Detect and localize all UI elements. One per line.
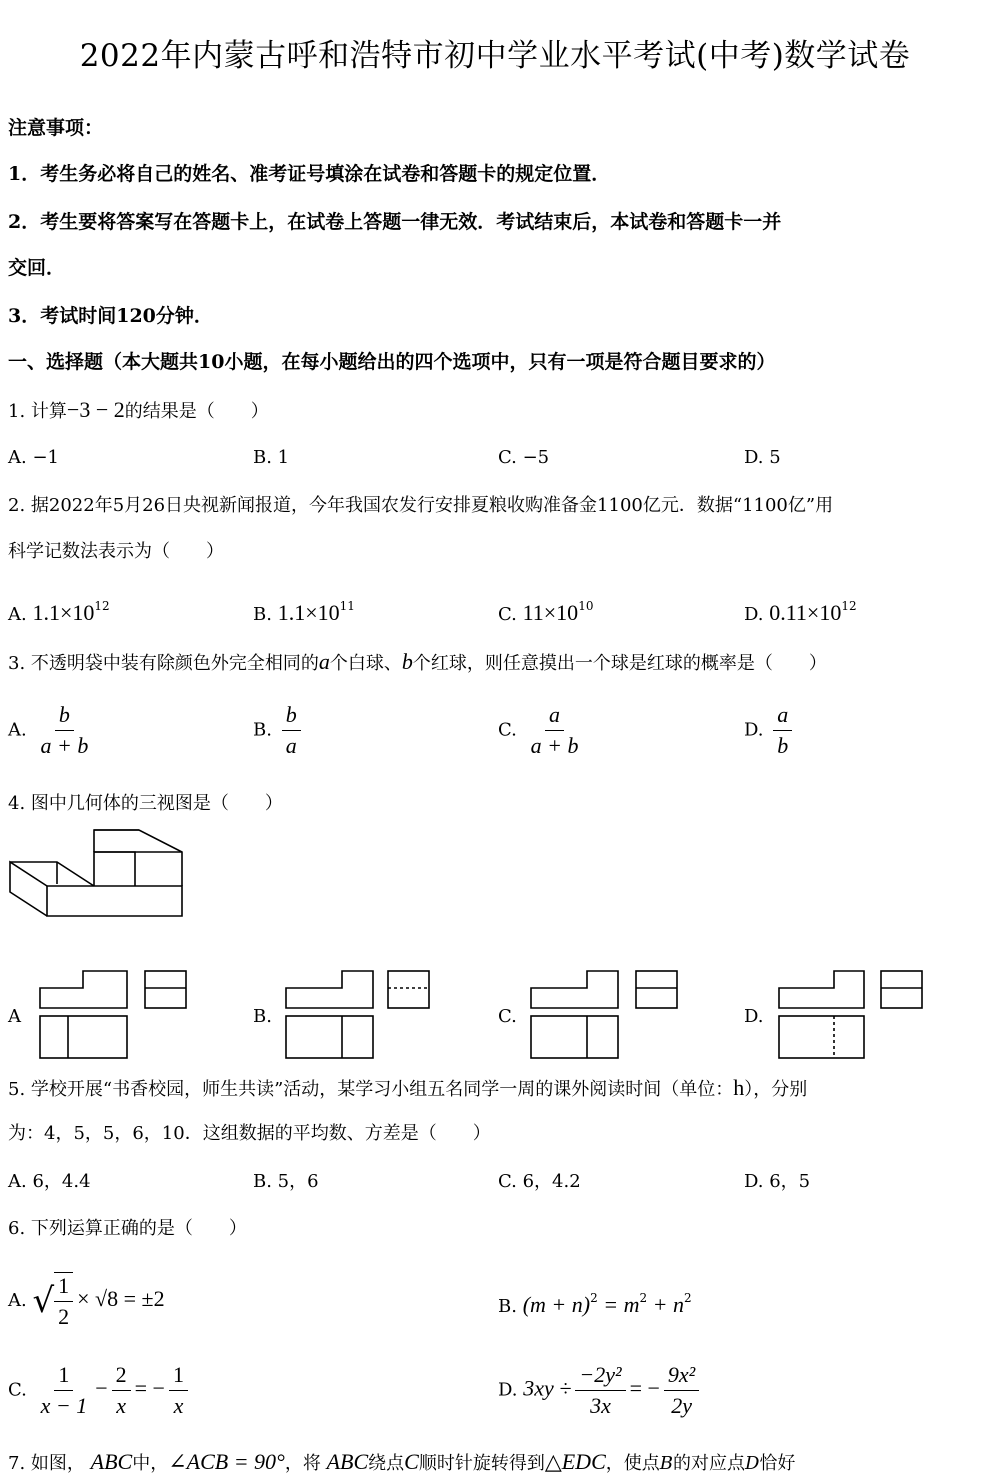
q6-d-f1-num: −2y² [575,1362,625,1391]
q6-d-f2-den: 2y [671,1393,692,1418]
q7-text-5: 顺时针旋转得到 [418,1453,545,1474]
q6-b-label: B. [498,1296,517,1317]
q2-a-label: A. [8,604,27,625]
q3-a-fraction [36,702,92,759]
q6-b-eq: = m [597,1292,640,1317]
q6-b-exp: 2 [590,1291,598,1305]
q7-text-3: ，将 [284,1453,321,1474]
q6-a-fraction [54,1272,73,1330]
q7-text-6: ，使点 [605,1453,660,1474]
q3-b-num: b [282,702,301,731]
q7-angle: ∠ACB = 90° [168,1449,285,1474]
question-1 [8,398,269,424]
note-1: 1．考生务必将自己的姓名、准考证号填涂在试卷和答题卡的规定位置． [8,163,611,185]
q4-option-c-label[interactable]: C. [498,1006,517,1027]
q1-option-a[interactable]: A. −1 [8,447,59,468]
page-title: 2022年内蒙古呼和浩特市初中学业水平考试(中考)数学试卷 [79,38,911,74]
q7-point-d: D [744,1453,760,1474]
q4-option-b-label[interactable]: B. [253,1006,272,1027]
q7-text-2: 中， [132,1453,169,1474]
q1-option-c[interactable]: C. −5 [498,447,550,468]
q2-a-exp: 12 [94,599,110,613]
question-2-line2: 科学记数法表示为（ ） [8,541,224,562]
q5-option-d[interactable]: D. 6，5 [744,1171,811,1192]
q6-b-plus: + n [647,1292,684,1317]
q3-c-fraction [527,702,583,759]
q2-option-d[interactable] [744,594,857,627]
q6-a-den: 2 [58,1304,70,1329]
q6-option-d[interactable] [498,1362,703,1419]
q2-b-label: B. [253,604,272,625]
q3-text-1: 3. 不透明袋中装有除颜色外完全相同的 [8,653,319,674]
q6-c-f1-den: x − 1 [40,1393,88,1418]
solid-figure [0,820,200,930]
q6-d-eq: = − [629,1375,660,1401]
q2-c-exp: 10 [578,599,594,613]
q2-option-a[interactable] [8,594,110,627]
q7-point-c: C [404,1449,419,1474]
q6-c-f2-num: 2 [112,1362,131,1391]
q3-b-fraction [282,702,301,759]
q6-b-exp2: 2 [639,1291,648,1305]
q3-d-fraction [773,702,792,759]
note-2a: 2．考生要将答案写在答题卡上，在试卷上答题一律无效．考试结束后，本试卷和答题卡一并 [8,211,782,233]
q6-c-label: C. [8,1379,27,1401]
q6-b-expr: (m + n) [522,1292,591,1317]
q2-d-base: 0.11×10 [769,600,842,625]
q1-option-d[interactable]: D. 5 [744,447,781,468]
q2-a-base: 1.1×10 [32,600,95,625]
q7-triangle-edc: △EDC [544,1449,606,1474]
q6-c-minus: − [95,1375,108,1401]
q7-text-7: 的对应点 [672,1453,745,1474]
note-3: 3．考试时间120分钟． [8,305,213,327]
q4-option-d-views[interactable] [777,968,937,1063]
q4-option-a-label[interactable]: A [8,1006,21,1027]
notes-heading: 注意事项： [8,117,104,139]
q2-d-exp: 12 [841,599,857,613]
q3-option-b[interactable] [253,702,305,759]
q5-option-a[interactable]: A. 6，4.4 [8,1171,91,1192]
q3-text-2: 个白球、 [329,653,402,674]
q3-d-num: a [773,702,792,731]
q3-option-c[interactable] [498,702,586,759]
q6-d-fraction-1 [575,1362,625,1419]
q6-d-fraction-2 [664,1362,699,1419]
q3-a-den: a + b [40,733,89,758]
q6-d-pre: 3xy ÷ [523,1375,572,1401]
q3-text-3: 个红球，则任意摸出一个球是红球的概率是（ ） [412,653,827,674]
q6-option-c[interactable] [8,1362,192,1419]
q2-c-base: 11×10 [522,600,579,625]
q2-d-label: D. [744,604,764,625]
q4-option-d-label[interactable]: D. [744,1006,764,1027]
q6-d-f1-den: 3x [590,1393,611,1418]
q7-text-8: 恰好 [759,1453,796,1474]
q1-option-b[interactable]: B. 1 [253,447,290,468]
q3-a-num: b [55,702,74,731]
q7-triangle-abc: ABC [90,1449,133,1474]
q6-option-b[interactable] [498,1286,692,1319]
q6-c-f2-den: x [116,1393,127,1418]
q6-d-label: D. [498,1379,518,1401]
sqrt-sign-icon: √ [32,1281,55,1321]
note-2b: 交回． [8,257,66,279]
q3-b-den: a [285,733,297,758]
q3-c-label: C. [498,719,517,741]
question-2-line1: 2. 据2022年5月26日央视新闻报道，今年我国农发行安排夏粮收购准备金1100亿元．数据“1100亿”用 [8,495,834,516]
q6-option-a[interactable] [8,1272,165,1330]
q6-c-fraction-1 [37,1362,92,1419]
q6-a-label: A. [8,1290,27,1311]
q6-c-f3-den: x [173,1393,184,1418]
q3-option-d[interactable] [744,702,796,759]
q5-text-1: 5. 学校开展“书香校园，师生共读”活动，某学习小组五名同学一周的课外阅读时间（单位： [8,1079,734,1100]
q2-c-label: C. [498,604,517,625]
q6-c-eq: = − [134,1375,165,1401]
q7-text-1: 7. 如图， [8,1453,85,1474]
question-5-line2: 为：4，5，5，6，10．这组数据的平均数、方差是（ ） [8,1123,491,1144]
q5-option-b[interactable]: B. 5，6 [253,1171,319,1192]
q5-option-c[interactable]: C. 6，4.2 [498,1171,581,1192]
q3-d-label: D. [744,719,764,741]
question-3 [8,650,827,676]
q4-option-b-views[interactable] [284,968,444,1063]
q6-a-num: 1 [54,1273,73,1302]
q3-a-label: A. [8,719,27,741]
q4-option-a-views[interactable] [38,968,198,1063]
q6-c-f1-num: 1 [54,1362,73,1391]
section-heading: 一、选择题（本大题共10小题，在每小题给出的四个选项中，只有一项是符合题目要求的） [8,351,776,373]
q3-var-b: b [401,649,413,674]
q1-expression: −3 − 2 [66,397,125,422]
q3-d-den: b [777,733,789,758]
q2-option-c[interactable] [498,594,593,627]
q6-d-f2-num: 9x² [664,1362,699,1391]
question-5-line1 [8,1076,807,1102]
q7-text-4: 绕点 [368,1453,405,1474]
q6-c-f3-num: 1 [169,1362,188,1391]
q2-option-b[interactable] [253,594,355,627]
q3-c-num: a [545,702,564,731]
q1-suffix: 的结果是（ ） [124,401,269,422]
question-6: 6. 下列运算正确的是（ ） [8,1218,247,1239]
q6-c-fraction-3 [169,1362,188,1419]
q4-option-c-views[interactable] [529,968,689,1063]
q3-option-a[interactable] [8,702,96,759]
q3-c-den: a + b [530,733,579,758]
q6-b-exp3: 2 [683,1291,692,1305]
q1-prefix: 1. 计算 [8,401,67,422]
question-4: 4. 图中几何体的三视图是（ ） [8,793,283,814]
q2-b-exp: 11 [339,599,355,613]
q3-var-a: a [318,649,330,674]
q5-text-1-end: ），分别 [744,1079,808,1100]
q3-b-label: B. [253,719,272,741]
q6-c-fraction-2 [112,1362,131,1419]
q5-unit: h [733,1075,745,1100]
q7-point-b: B [659,1453,673,1474]
q7-triangle-abc-2: ABC [326,1449,369,1474]
question-7 [8,1450,795,1476]
q6-a-rest: × √8 = ±2 [77,1286,165,1311]
q2-b-base: 1.1×10 [277,600,340,625]
